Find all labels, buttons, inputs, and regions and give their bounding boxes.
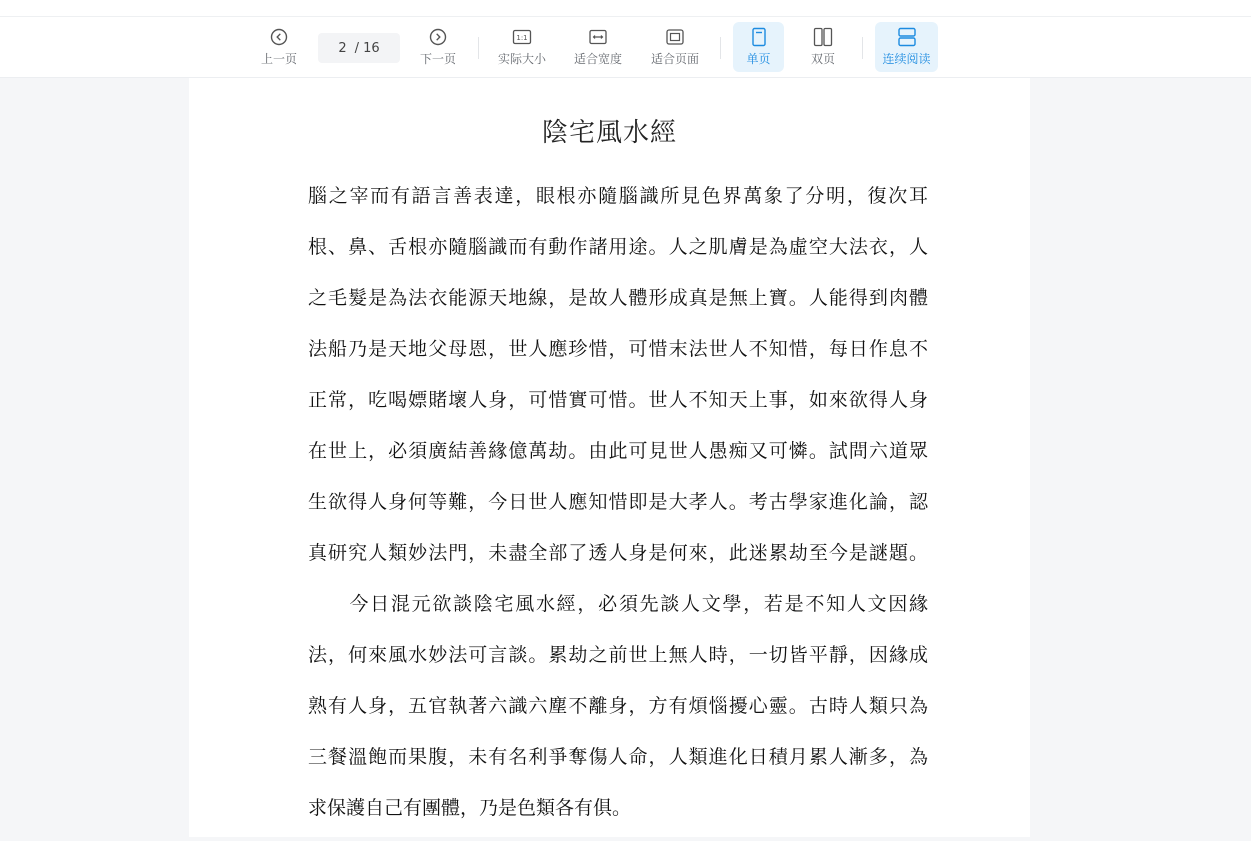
toolbar-divider <box>862 37 863 59</box>
text-line: 今日混元欲談陰宅風水經，必須先談人文學，若是不知人文因緣 <box>308 593 928 615</box>
document-title: 陰宅風水經 <box>541 118 677 148</box>
actual-size-button[interactable] <box>492 22 552 72</box>
continuous-reading-button[interactable] <box>875 22 938 72</box>
fit-page-button[interactable] <box>645 22 705 72</box>
text-line: 法，何來風水妙法可言談。累劫之前世上無人時，一切皆平靜，因緣成 <box>308 644 928 666</box>
prev-page-button[interactable] <box>254 22 304 72</box>
page-number-input[interactable] <box>318 33 400 63</box>
single-page-label: 单页 <box>746 52 771 66</box>
document-body <box>308 178 928 841</box>
text-line: 真研究人類妙法門，未盡全部了透人身是何來，此迷累劫至今是謎題。 <box>308 542 928 564</box>
next-page-label: 下一页 <box>419 52 456 66</box>
text-line: 根、鼻、舌根亦隨腦識而有動作諸用途。人之肌膚是為虛空大法衣，人 <box>308 236 928 258</box>
text-line: 正常，吃喝嫖賭壞人身，可惜實可惜。世人不知天上事，如來欲得人身 <box>308 389 928 411</box>
continuous-reading-icon <box>897 27 917 47</box>
fit-width-button[interactable] <box>568 22 628 72</box>
svg-text:1:1: 1:1 <box>516 34 528 42</box>
total-pages: / 16 <box>354 40 380 56</box>
window-top-strip <box>0 0 1251 17</box>
text-line: 求保護自己有團體，乃是色類各有俱。 <box>308 797 632 819</box>
chevron-right-circle-icon <box>428 27 448 47</box>
toolbar-divider <box>720 37 721 59</box>
single-page-button[interactable] <box>733 22 784 72</box>
text-line: 腦之宰而有語言善表達，眼根亦隨腦識所見色界萬象了分明，復次耳 <box>308 185 928 207</box>
double-page-label: 双页 <box>810 52 835 66</box>
fit-page-icon <box>665 27 685 47</box>
fit-page-label: 适合页面 <box>650 52 699 66</box>
fit-width-label: 适合宽度 <box>573 52 622 66</box>
text-line: 之毛髮是為法衣能源天地線，是故人體形成真是無上寶。人能得到肉體 <box>308 287 928 309</box>
double-page-icon <box>813 27 833 47</box>
text-line: 三餐溫飽而果腹，未有名利爭奪傷人命，人類進化日積月累人漸多，為 <box>308 746 928 768</box>
document-page <box>189 78 1030 837</box>
actual-size-icon <box>512 27 532 47</box>
continuous-reading-label: 连续阅读 <box>882 52 931 66</box>
text-line: 法船乃是天地父母恩，世人應珍惜，可惜末法世人不知惜，每日作息不 <box>308 338 928 360</box>
text-line: 生欲得人身何等難，今日世人應知惜即是大孝人。考古學家進化論，認 <box>308 491 928 513</box>
double-page-button[interactable] <box>798 22 848 72</box>
single-page-icon <box>749 27 769 47</box>
text-line: 在世上，必須廣結善緣億萬劫。由此可見世人愚痴又可憐。試問六道眾 <box>308 440 928 462</box>
viewer-toolbar <box>0 17 1251 78</box>
next-page-button[interactable] <box>413 22 463 72</box>
fit-width-icon <box>588 27 608 47</box>
text-line: 熟有人身，五官執著六識六塵不離身，方有煩惱擾心靈。古時人類只為 <box>308 695 928 717</box>
chevron-left-circle-icon <box>269 27 289 47</box>
actual-size-label: 实际大小 <box>497 52 546 66</box>
toolbar-divider <box>478 37 479 59</box>
prev-page-label: 上一页 <box>260 52 297 66</box>
current-page: 2 <box>338 40 347 56</box>
